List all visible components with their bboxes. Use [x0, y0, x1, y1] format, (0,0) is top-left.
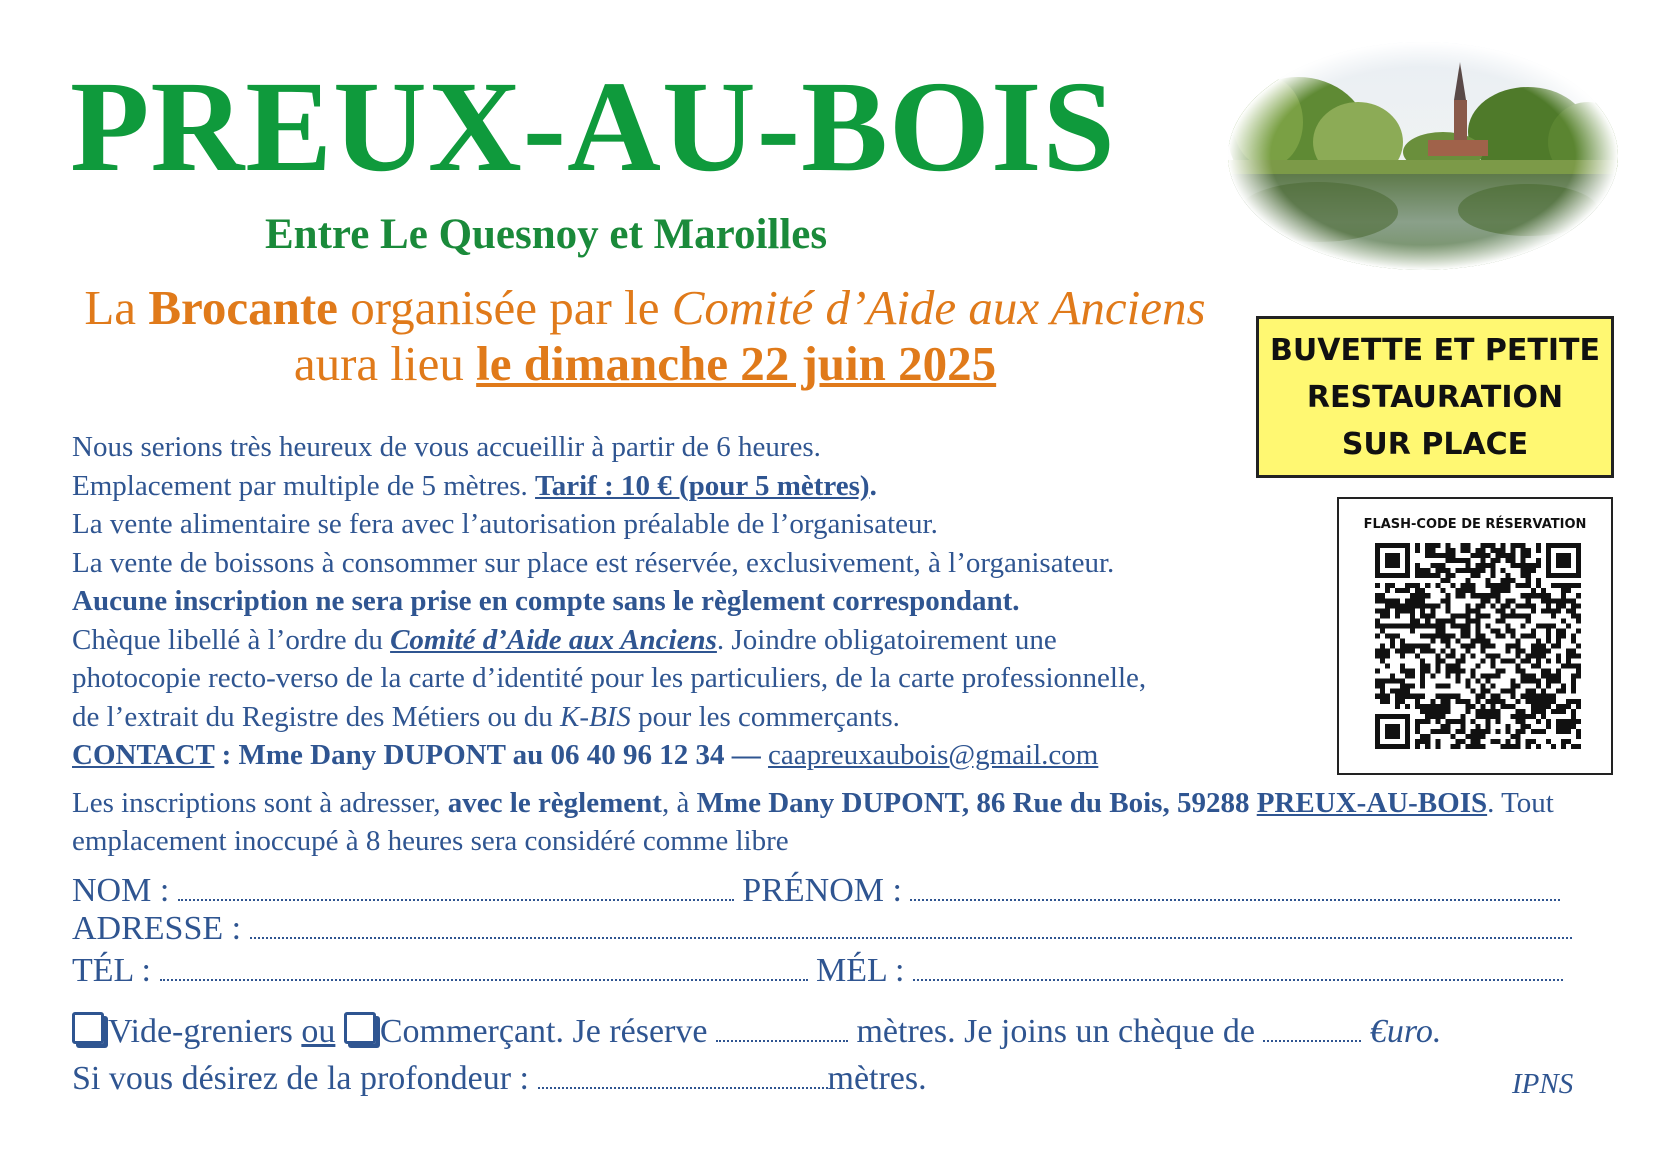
nom-label: NOM : [72, 872, 170, 909]
info-line-7: photocopie recto-verso de la carte d’identité pour les particuliers, de la carte professionnelle, [72, 662, 1147, 694]
inscriptions-a: Les inscriptions sont à adresser, [72, 787, 448, 819]
inscriptions-address: Mme Dany DUPONT, 86 Rue du Bois, 59288 [696, 787, 1257, 819]
info-line-5 [72, 582, 1332, 621]
brocante-announcement [70, 280, 1220, 392]
village-photo [1228, 42, 1618, 270]
info-line-2-period: . [869, 469, 877, 502]
announce-date: le dimanche 22 juin 2025 [476, 336, 997, 391]
buvette-line-1: BUVETTE ET PETITE [1270, 332, 1600, 368]
ipns-label: IPNS [1512, 1068, 1574, 1100]
adresse-label: ADRESSE : [72, 910, 242, 947]
mel-field[interactable] [913, 957, 1563, 981]
info-line-6 [72, 621, 1332, 660]
ou-label: ou [301, 1013, 336, 1050]
info-line-3: La vente alimentaire se fera avec l’autorisation préalable de l’organisateur. [72, 508, 938, 540]
inscriptions-c: , à [661, 787, 697, 819]
info-line-8-end: pour les commerçants. [630, 700, 900, 733]
form-row-nom [72, 872, 1560, 910]
contact-label: CONTACT [72, 739, 215, 771]
euro-label: €uro. [1369, 1013, 1442, 1050]
nom-field[interactable] [178, 877, 734, 901]
kbis: K-BIS [560, 700, 631, 733]
inscriptions-text [72, 784, 1602, 860]
announce-comite: Comité d’Aide aux Anciens [671, 280, 1206, 335]
adresse-field[interactable] [250, 915, 1572, 939]
info-line-8-text: de l’extrait du Registre des Métiers ou du [72, 700, 561, 733]
buvette-line-2: RESTAURATION [1306, 379, 1564, 415]
tel-label: TÉL : [72, 952, 151, 989]
vide-greniers-label: Vide-greniers [108, 1013, 293, 1050]
form-row-tel [72, 952, 1563, 990]
commercant-label: Commerçant. Je réserve [379, 1013, 708, 1050]
form-row-choice [72, 1012, 1441, 1051]
metres-field[interactable] [716, 1018, 848, 1042]
info-line-8 [72, 698, 1332, 737]
metres-label: mètres. Je joins un chèque de [856, 1013, 1255, 1050]
prenom-field[interactable] [910, 877, 1560, 901]
metres2-label: mètres. [827, 1060, 927, 1097]
cheque-amount-field[interactable] [1263, 1018, 1361, 1042]
mel-label: MÉL : [816, 952, 905, 989]
tarif: Tarif : 10 € (pour 5 mètres) [535, 469, 870, 502]
info-line-4: La vente de boissons à consommer sur place est réservée, exclusivement, à l’organisateur. [72, 546, 1115, 579]
qr-code[interactable] [1375, 543, 1581, 749]
contact-text: : Mme Dany DUPONT au 06 40 96 12 34 — [214, 739, 769, 771]
announce-text-2: organisée par le [337, 280, 672, 335]
announce-text-1: La [84, 280, 149, 335]
info-line-5-bold: Aucune inscription ne sera prise en compte sans le règlement correspondant. [72, 585, 1020, 617]
town-title: PREUX-AU-BOIS [70, 55, 1116, 199]
cheque-payee: Comité d’Aide aux Anciens [390, 623, 717, 656]
qr-code-box[interactable] [1337, 497, 1613, 775]
form-row-profondeur [72, 1060, 927, 1098]
announce-brocante: Brocante [148, 280, 338, 335]
qr-label: FLASH-CODE DE RÉSERVATION [1363, 517, 1587, 532]
info-line-2 [72, 467, 1332, 506]
commercant-checkbox[interactable] [344, 1012, 376, 1044]
buvette-line-3: SUR PLACE [1341, 426, 1529, 462]
info-line-2-text: Emplacement par multiple de 5 mètres. [72, 469, 536, 502]
info-line-6-text: Chèque libellé à l’ordre du [72, 623, 391, 656]
info-line-1: Nous serions très heureux de vous accueillir à partir de 6 heures. [72, 431, 821, 463]
contact-email-link[interactable]: caapreuxaubois@gmail.com [768, 739, 1099, 771]
inscriptions-f: . Tout emplacement inoccupé à 8 heures sera considéré comme libre [72, 787, 1554, 857]
announce-text-3: aura lieu [293, 336, 477, 391]
info-text [72, 428, 1332, 775]
town-subtitle: Entre Le Quesnoy et Maroilles [265, 211, 828, 258]
contact-line [72, 736, 1332, 775]
form-row-adresse [72, 910, 1572, 948]
inscriptions-town: PREUX-AU-BOIS [1256, 787, 1488, 819]
vide-greniers-checkbox[interactable] [72, 1012, 104, 1044]
prenom-label: PRÉNOM : [742, 872, 902, 909]
profondeur-label: Si vous désirez de la profondeur : [72, 1060, 529, 1097]
tel-field[interactable] [160, 957, 808, 981]
profondeur-field[interactable] [538, 1065, 828, 1089]
inscriptions-b: avec le règlement [447, 787, 662, 819]
info-line-6-end: . Joindre obligatoirement une [716, 623, 1057, 656]
